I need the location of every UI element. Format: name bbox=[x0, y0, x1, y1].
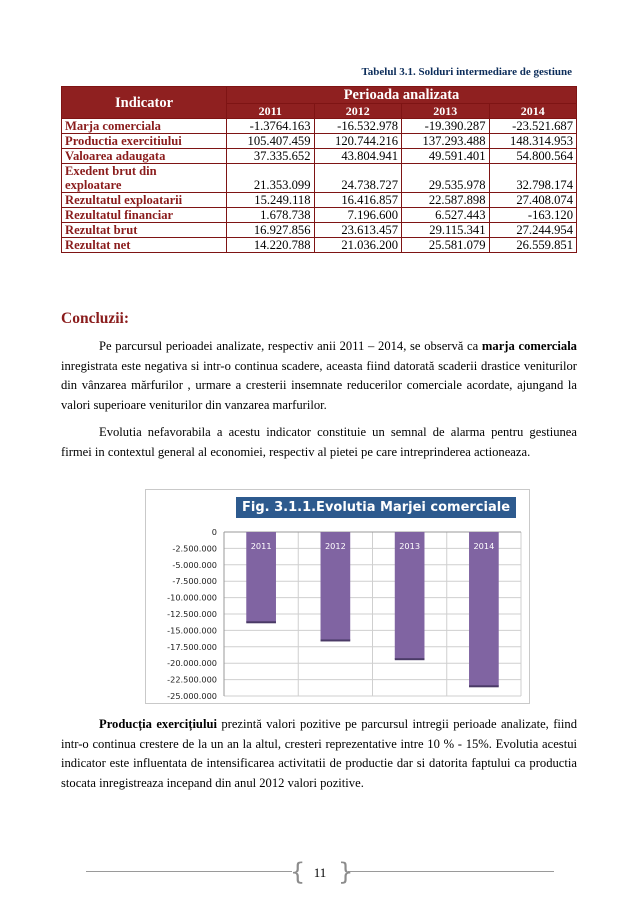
cell-value: 27.244.954 bbox=[489, 223, 577, 238]
chart-title: Fig. 3.1.1.Evolutia Marjei comerciale bbox=[236, 497, 516, 518]
row-label: Rezultatul exploatarii bbox=[62, 193, 227, 208]
footer-rule bbox=[348, 871, 554, 872]
cell-value: 23.613.457 bbox=[314, 223, 402, 238]
category-label: 2011 bbox=[250, 541, 272, 551]
paragraph-bold-term: Producția exercițiului bbox=[99, 717, 217, 731]
bar-edge bbox=[246, 621, 276, 623]
y-tick-label: -10.000.000 bbox=[167, 592, 217, 603]
balances-table bbox=[61, 86, 577, 253]
paragraph-bold-term: marja comerciala bbox=[481, 339, 577, 353]
y-tick-label: -5.000.000 bbox=[172, 559, 217, 570]
cell-value: 15.249.118 bbox=[227, 193, 315, 208]
bar-edge bbox=[469, 685, 499, 687]
bar-edge bbox=[321, 639, 351, 641]
conclusions-title: Concluzii: bbox=[61, 310, 130, 327]
margin-chart bbox=[145, 489, 530, 704]
cell-value: 37.335.652 bbox=[227, 149, 315, 164]
year-header: 2011 bbox=[227, 104, 315, 119]
cell-value: 120.744.216 bbox=[314, 134, 402, 149]
page-number: 11 bbox=[313, 865, 327, 880]
cell-value: -163.120 bbox=[489, 208, 577, 223]
cell-value: 54.800.564 bbox=[489, 149, 577, 164]
chart-canvas bbox=[146, 490, 529, 703]
y-tick-label: -2.500.000 bbox=[172, 543, 217, 554]
row-label: Valoarea adaugata bbox=[62, 149, 227, 164]
cell-value: 137.293.488 bbox=[402, 134, 490, 149]
y-tick-label: -7.500.000 bbox=[172, 576, 217, 587]
cell-value: 22.587.898 bbox=[402, 193, 490, 208]
row-label: Marja comerciala bbox=[62, 119, 227, 134]
year-header: 2012 bbox=[314, 104, 402, 119]
cell-value: 148.314.953 bbox=[489, 134, 577, 149]
row-label: Rezultatul financiar bbox=[62, 208, 227, 223]
cell-value: 16.927.856 bbox=[227, 223, 315, 238]
y-tick-label: -22.500.000 bbox=[167, 674, 217, 685]
cell-value: -16.532.978 bbox=[314, 119, 402, 134]
cell-value: 1.678.738 bbox=[227, 208, 315, 223]
year-header: 2013 bbox=[402, 104, 490, 119]
cell-value: 105.407.459 bbox=[227, 134, 315, 149]
paragraph-text: prezintă valori pozitive pe parcursul intregii perioade analizate, fiind intr-o continua crestere de la un an la altul, cresteri reprezentative intre 10 % - 15%. Evolutia acestui indicator este influentata de intensificarea activitatii de productie dar si datorita faptului ca productia stocata inregistreaza incepand din anul 2012 valori pozitive. bbox=[61, 717, 577, 790]
indicator-header: Indicator bbox=[62, 87, 227, 119]
y-tick-label: -17.500.000 bbox=[167, 641, 217, 652]
page-footer bbox=[0, 858, 638, 888]
footer-rule bbox=[86, 871, 292, 872]
year-header: 2014 bbox=[489, 104, 577, 119]
cell-value: -1.3764.163 bbox=[227, 119, 315, 134]
cell-value: 6.527.443 bbox=[402, 208, 490, 223]
y-tick-label: -15.000.000 bbox=[167, 625, 217, 636]
cell-value: 26.559.851 bbox=[489, 238, 577, 253]
table-row bbox=[62, 223, 577, 238]
category-label: 2012 bbox=[324, 541, 346, 551]
y-tick-label: -12.500.000 bbox=[167, 609, 217, 619]
table-row bbox=[62, 238, 577, 253]
row-label: Rezultat brut bbox=[62, 223, 227, 238]
category-label: 2014 bbox=[473, 541, 495, 551]
table-row bbox=[62, 134, 577, 149]
paragraph-text: Pe parcursul perioadei analizate, respectiv anii 2011 – 2014, se observă ca bbox=[99, 339, 482, 353]
cell-value: 14.220.788 bbox=[227, 238, 315, 253]
y-tick-label: -25.000.000 bbox=[167, 691, 217, 701]
cell-value: 32.798.174 bbox=[489, 164, 577, 193]
row-label-line: exploatare bbox=[65, 178, 122, 192]
cell-value: 21.353.099 bbox=[227, 164, 315, 193]
cell-value: 7.196.600 bbox=[314, 208, 402, 223]
paragraph-2: Evolutia nefavorabila a acestu indicator constituie un semnal de alarma pentru gestiunea firmei in contextul general al economiei, respectiv al pietei pe care intreprinderea actioneaza. bbox=[61, 425, 577, 459]
row-label-line: Exedent brut din bbox=[65, 164, 157, 178]
bar bbox=[469, 532, 499, 686]
row-label: Rezultat net bbox=[62, 238, 227, 253]
paragraph-3 bbox=[61, 715, 577, 793]
bar-edge bbox=[395, 658, 425, 660]
cell-value: 24.738.727 bbox=[314, 164, 402, 193]
row-label: Productia exercitiului bbox=[62, 134, 227, 149]
cell-value: 16.416.857 bbox=[314, 193, 402, 208]
period-header: Perioada analizata bbox=[227, 87, 577, 104]
cell-value: 29.115.341 bbox=[402, 223, 490, 238]
y-tick-label: -20.000.000 bbox=[167, 658, 217, 669]
paragraph-1 bbox=[61, 337, 577, 415]
table-caption: Tabelul 3.1. Solduri intermediare de gestiune bbox=[361, 66, 572, 78]
y-tick-label: 0 bbox=[211, 527, 217, 537]
cell-value: -19.390.287 bbox=[402, 119, 490, 134]
bar bbox=[395, 532, 425, 659]
cell-value: -23.521.687 bbox=[489, 119, 577, 134]
table-row bbox=[62, 193, 577, 208]
cell-value: 49.591.401 bbox=[402, 149, 490, 164]
table-row bbox=[62, 208, 577, 223]
category-label: 2013 bbox=[399, 541, 421, 551]
paragraph-text: inregistrata este negativa si intr-o continua scadere, aceasta fiind datorată scaderii drastice veniturilor din vânzarea mărfurilor , urmare a cresterii insemnate reducerilor comerciale acordate, ajungand la valori superioare veniturilor din vanzarea marfurilor. bbox=[61, 358, 577, 412]
cell-value: 25.581.079 bbox=[402, 238, 490, 253]
cell-value: 27.408.074 bbox=[489, 193, 577, 208]
row-label bbox=[62, 164, 227, 193]
cell-value: 29.535.978 bbox=[402, 164, 490, 193]
table-row bbox=[62, 119, 577, 134]
table-row bbox=[62, 149, 577, 164]
right-brace-icon: } bbox=[338, 858, 354, 886]
cell-value: 43.804.941 bbox=[314, 149, 402, 164]
left-brace-icon: { bbox=[290, 858, 306, 886]
cell-value: 21.036.200 bbox=[314, 238, 402, 253]
table-row bbox=[62, 164, 577, 193]
